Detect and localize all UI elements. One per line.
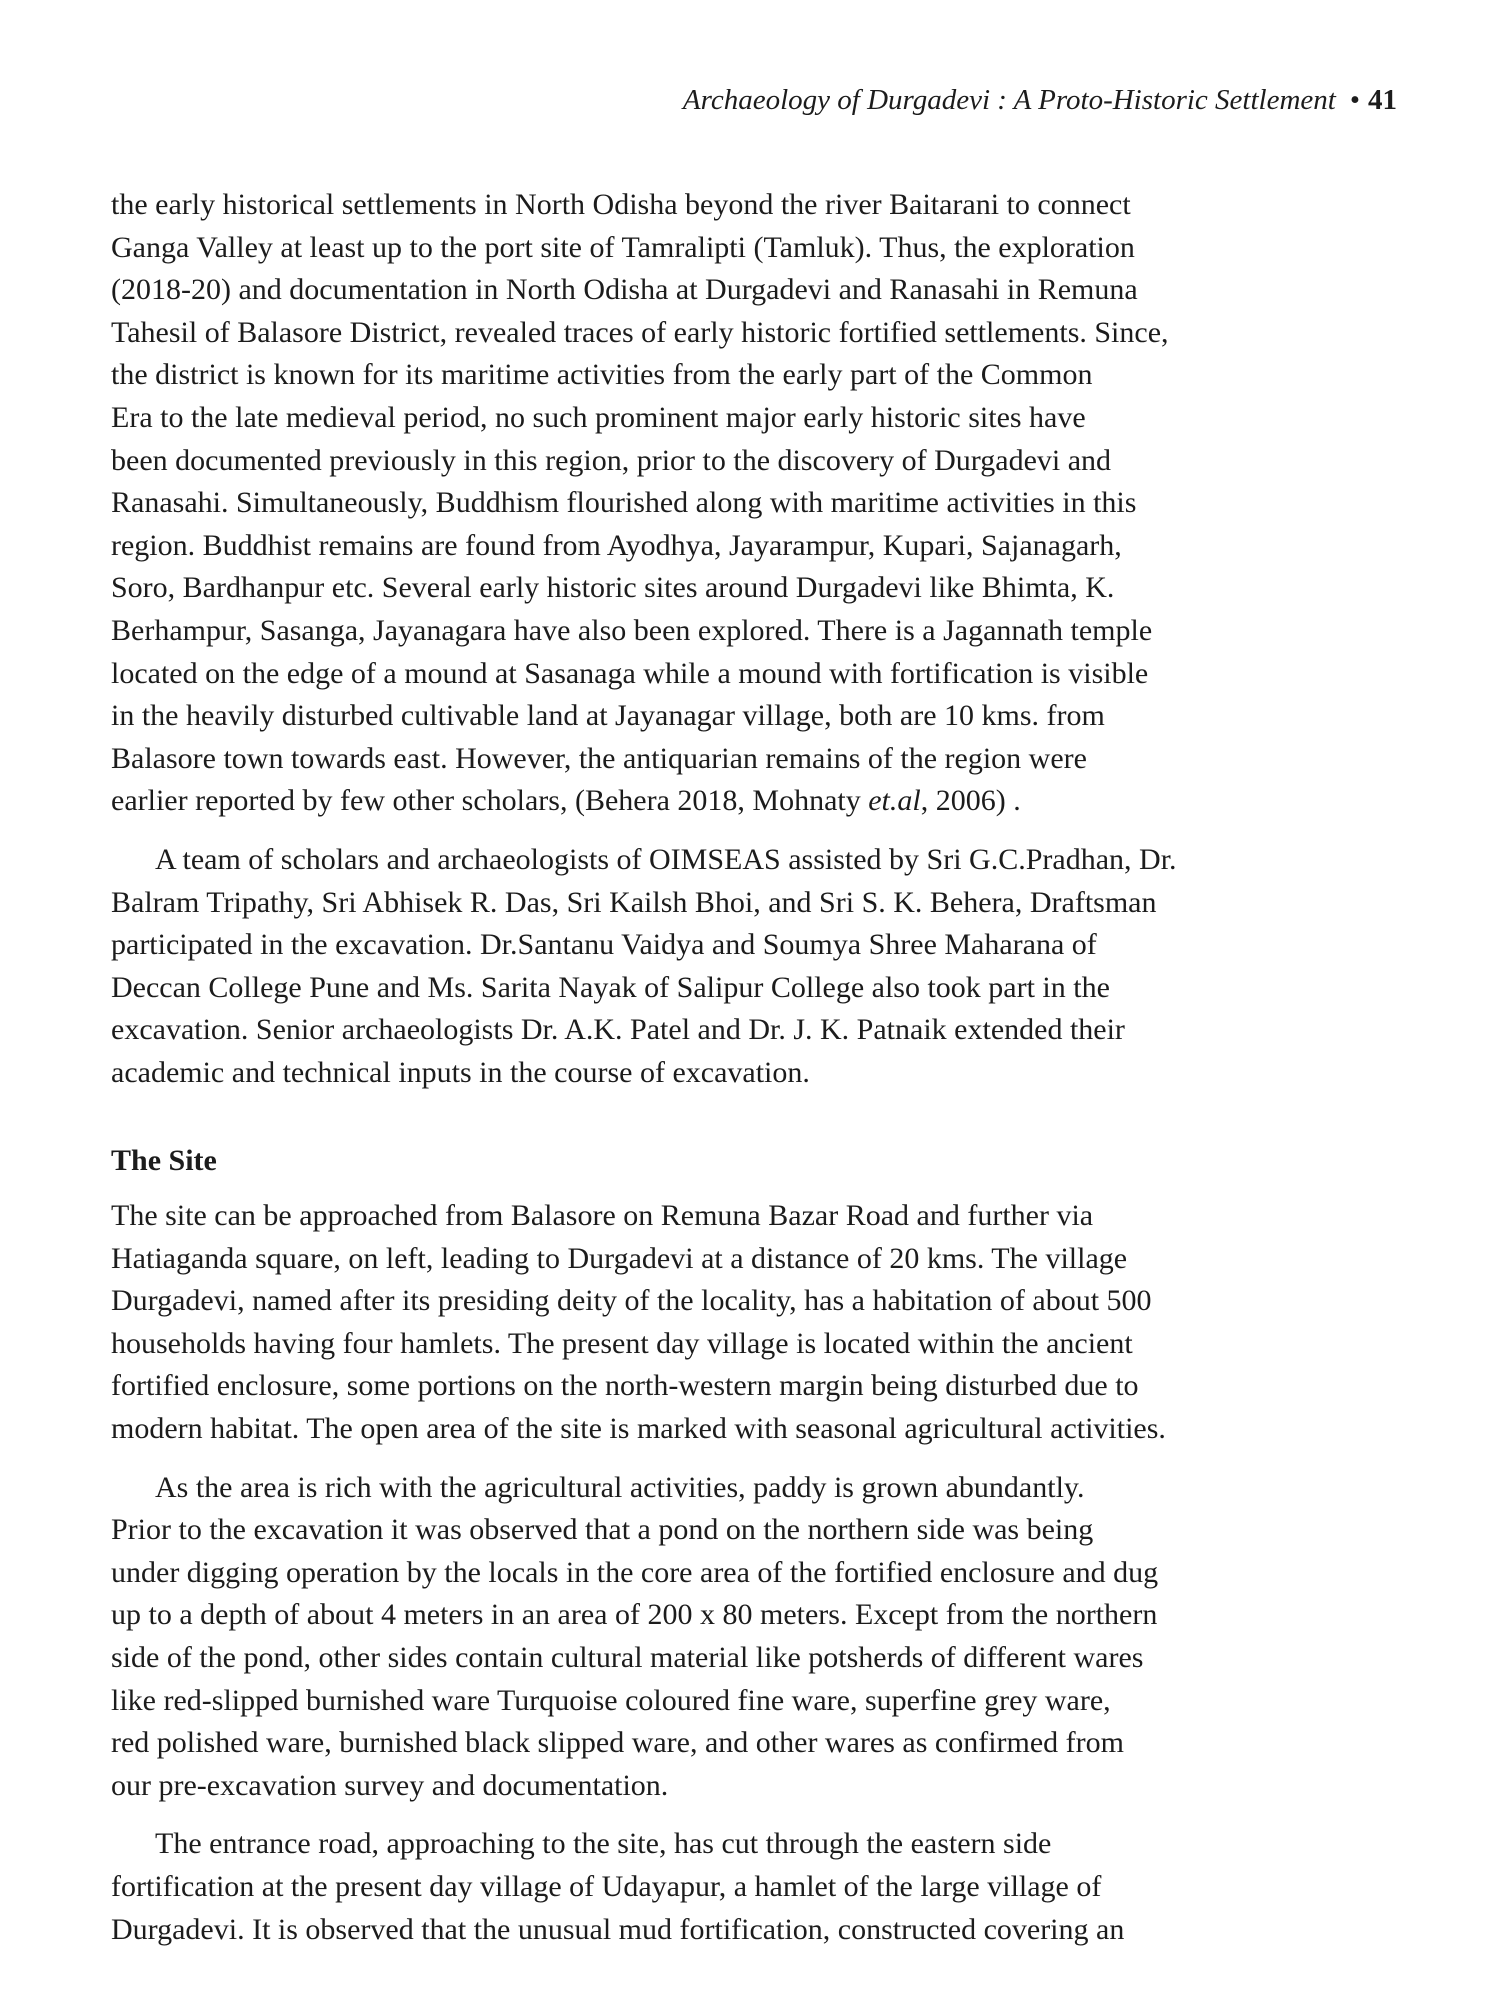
text-line: Prior to the excavation it was observed that a pond on the northern side was being [111,1513,1094,1547]
text-line: Hatiaganda square, on left, leading to Durgadevi at a distance of 20 kms. The village [111,1241,1128,1275]
text-line: red polished ware, burnished black slipped ware, and other wares as confirmed from [111,1726,1124,1760]
section-paragraph-3 [111,1823,1397,1951]
text-line: Ranasahi. Simultaneously, Buddhism flourished along with maritime activities in this [111,486,1137,520]
text-line: The entrance road, approaching to the site, has cut through the eastern side [155,1827,1052,1861]
text-line: like red-slipped burnished ware Turquoise coloured fine ware, superfine grey ware, [111,1683,1111,1717]
section-paragraph-1 [111,1195,1397,1451]
text-line: located on the edge of a mound at Sasanaga while a mound with fortification is visible [111,656,1149,690]
text-line: in the heavily disturbed cultivable land at Jayanagar village, both are 10 kms. from [111,699,1105,733]
text-line: side of the pond, other sides contain cultural material like potsherds of different wares [111,1641,1144,1674]
text-line: Balasore town towards east. However, the antiquarian remains of the region were [111,741,1087,775]
text-line: Tahesil of Balasore District, revealed traces of early historic fortified settlements. Since, [111,315,1169,349]
text-line-citation [111,780,1397,823]
text-line: our pre-excavation survey and documentation. [111,1768,669,1802]
text-line: Durgadevi, named after its presiding deity of the locality, has a habitation of about 500 [111,1284,1152,1318]
body-text [111,184,1397,1951]
paragraph-2 [111,839,1397,1095]
text-line: Era to the late medieval period, no such prominent major early historic sites have [111,400,1086,434]
text-line: As the area is rich with the agricultural activities, paddy is grown abundantly. [155,1470,1085,1504]
text-line: The site can be approached from Balasore on Remuna Bazar Road and further via [111,1199,1094,1233]
text-line: households having four hamlets. The present day village is located within the ancient [111,1326,1133,1360]
text-line: Deccan College Pune and Ms. Sarita Nayak of Salipur College also took part in the [111,970,1110,1004]
text-line: (2018-20) and documentation in North Odisha at Durgadevi and Ranasahi in Remuna [111,273,1138,307]
text-line: participated in the excavation. Dr.Santanu Vaidya and Soumya Shree Maharana of [111,928,1097,962]
text-line: the early historical settlements in North Odisha beyond the river Baitarani to connect [111,188,1131,221]
section-paragraph-2 [111,1467,1397,1808]
text-line: excavation. Senior archaeologists Dr. A.K. Patel and Dr. J. K. Patnaik extended their [111,1013,1125,1047]
text-line: under digging operation by the locals in the core area of the fortified enclosure and dug [111,1555,1159,1589]
citation-text: earlier reported by few other scholars, (Behera 2018, Mohnaty [111,784,869,818]
text-line: modern habitat. The open area of the site is marked with seasonal agricultural activities. [111,1412,1166,1446]
text-line: Berhampur, Sasanga, Jayanagara have also been explored. There is a Jagannath temple [111,613,1153,647]
running-head-title: Archaeology of Durgadevi : A Proto-Historic Settlement [682,84,1336,116]
text-line: Balram Tripathy, Sri Abhisek R. Das, Sri Kailsh Bhoi, and Sri S. K. Behera, Draftsman [111,885,1157,919]
text-line: academic and technical inputs in the course of excavation. [111,1055,810,1089]
text-line: Ganga Valley at least up to the port site of Tamralipti (Tamluk). Thus, the exploration [111,230,1135,264]
text-line: region. Buddhist remains are found from Ayodhya, Jayarampur, Kupari, Sajanagarh, [111,528,1122,562]
citation-text-end: , 2006) . [920,784,1021,818]
text-line: Durgadevi. It is observed that the unusual mud fortification, constructed covering an [111,1912,1125,1946]
bullet-separator: • [1349,84,1360,116]
running-head [683,82,1397,118]
text-line: Soro, Bardhanpur etc. Several early historic sites around Durgadevi like Bhimta, K. [111,571,1115,605]
text-line: been documented previously in this region, prior to the discovery of Durgadevi and [111,443,1112,477]
text-line: up to a depth of about 4 meters in an area of 200 x 80 meters. Except from the northern [111,1598,1158,1632]
citation-et-al: et.al [868,784,921,818]
section-heading: The Site [111,1144,217,1178]
text-line: A team of scholars and archaeologists of OIMSEAS assisted by Sri G.C.Pradhan, Dr. [155,842,1177,876]
page-number: 41 [1368,84,1397,116]
paragraph-1 [111,184,1397,823]
text-line: the district is known for its maritime activities from the early part of the Common [111,358,1093,392]
text-line: fortification at the present day village of Udayapur, a hamlet of the large village of [111,1869,1102,1903]
text-line: fortified enclosure, some portions on the north-western margin being disturbed due to [111,1369,1139,1403]
